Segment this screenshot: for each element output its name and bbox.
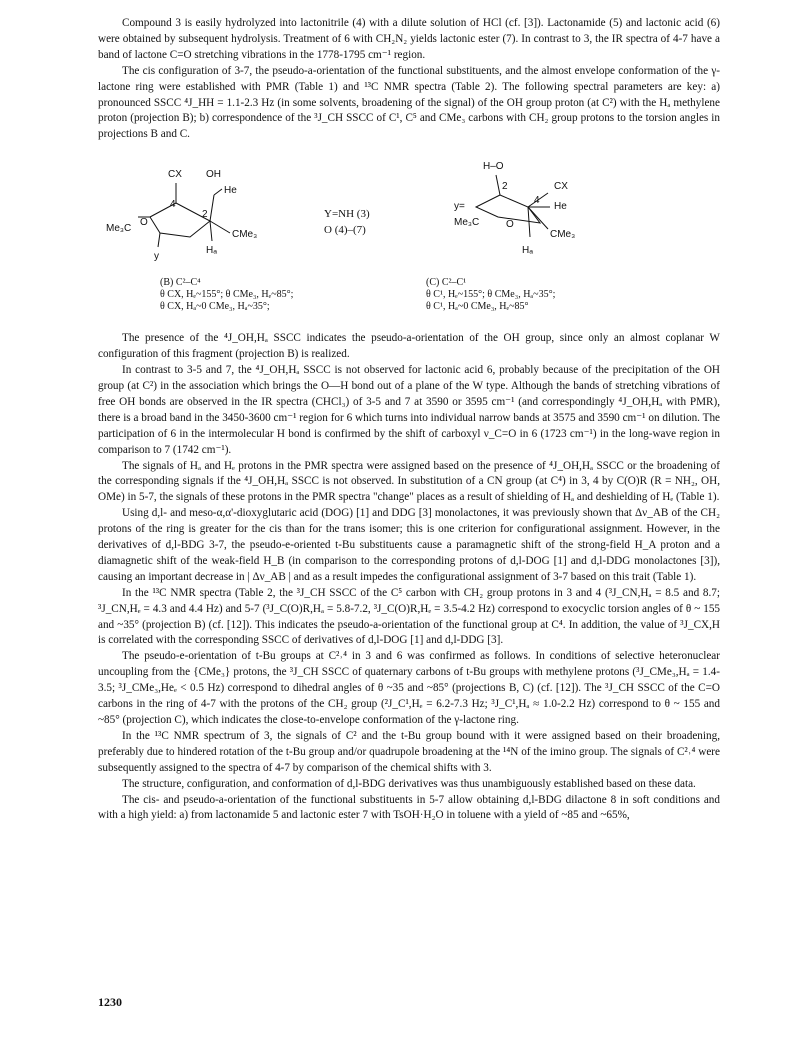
paragraph: Using d,l- and meso-α,α'-dioxyglutaric acid (DOG) [1] and DDG [3] monolactones, it was previously shown that Δν_AB of the CH₂ protons of the ring is greater for the cis than for the trans isomer; this is one criterion for configurational assignment. However, in the derivatives of d,l-BDG 3-7, the pseudo-e-oriented t-Bu substituents cause a paramagnetic shift of the strong-field H_A proton and a diamagnetic shift of the weak-field H_B (in comparison to the corresponding protons of d,l-DOG [1] and d,l-DDG monolactones [3]), causing an important decrease in | Δν_AB | and as a result impedes the configurational assignment of 3-7 based on this trait (Table 1).	[98, 507, 720, 583]
fig-num2-right: 2	[502, 181, 508, 193]
caption-b-line2: θ CX, Hₑ~155°; θ CMe₃, Hₑ~85°;	[160, 289, 294, 301]
fig-cme3-right: CMe₃	[550, 229, 576, 241]
fig-cx-label: CX	[168, 169, 182, 181]
fig-num4: 4	[170, 199, 176, 211]
fig-ho-label: H–O	[483, 161, 504, 173]
caption-c-line3: θ C¹, Hₐ~0 CMe₃, Hₑ~85°	[426, 301, 529, 313]
fig-me3c-right: Me₃C	[454, 217, 480, 229]
fig-num4-right: 4	[534, 195, 540, 207]
paragraph: The structure, configuration, and conformation of d,l-BDG derivatives was thus unambiguously established based on these data.	[122, 777, 696, 790]
fig-y-label: y	[154, 251, 159, 263]
paragraph: Compound 3 is easily hydrolyzed into lactonitrile (4) with a dilute solution of HCl (cf. [3]). Lactonamide (5) and lactonic acid (6) were obtained by subsequent hydrolysis. Treatment of 6 with CH₂N₂ yields lactonic ester (7). In contrast to 3, the IR spectra of 4-7 have a band of lactone C=O stretching vibrations in the 1778-1795 cm⁻¹ region.	[98, 17, 720, 61]
caption-b-line1: (B) C²–C⁴	[160, 277, 201, 289]
caption-c-line1: (C) C²–C¹	[426, 277, 467, 289]
stereo-projections	[98, 145, 720, 329]
caption-b-line3: θ CX, Hₐ~0 CMe₃, Hₐ~35°;	[160, 301, 270, 313]
paragraph: The signals of Hₐ and Hₑ protons in the PMR spectra were assigned based on the presence of ⁴J_OH,Hₐ SSCC or the broadening of the corresponding signals if the ⁴J_OH,Hₐ SSCC is not observed. In substitution of a CN group (at C⁴) in 3, 4 by C(O)R (R = NH₂, OH, OMe) in 5-7, the signals of these protons in the PMR spectra "change" places as a result of shielding of Hₐ and deshielding of Hₑ (Table 1).	[98, 459, 720, 504]
fig-cme3-label: CMe₃	[232, 229, 258, 241]
fig-eq-line1: Y=NH (3)	[324, 208, 370, 221]
projection-b	[138, 183, 230, 247]
paragraph: In the ¹³C NMR spectrum of 3, the signals of C² and the t-Bu group bound with it were assigned based on their broadening, preferably due to hindered rotation of the t-Bu group and/or quadrupole broadening at the ¹⁴N of the imino group. The signals of C²˒⁴ were subsequently assigned to the spectra of 4-7 by comparison of the chemical shifts with 3.	[98, 729, 720, 774]
page-number: 1230	[98, 995, 122, 1009]
fig-he-label: He	[224, 185, 237, 197]
paragraph: In the ¹³C NMR spectra (Table 2, the ³J_CH SSCC of the C⁵ carbon with CH₂ group protons in 3 and 4 (³J_CN,Hₐ = 8.5 and 8.7; ³J_CN,Hₑ = 4.3 and 4.4 Hz) and 5-7 (³J_C(O)R,Hₐ = 5.8-7.2, ³J_C(O)R,Hₑ = 3.5-4.2 Hz) correspond to exocyclic torsion angles of θ ~ 155 and ~35° (projection B) (cf. [12]). This indicates the pseudo-a-orientation of the functional group at C⁴. In addition, the value of ³J_CX,H is correlated with the corresponding SSCC of derivatives of d,l-DOG [1] and d,l-DDG [3].	[98, 586, 720, 647]
fig-eq-line2: O (4)–(7)	[324, 224, 366, 237]
fig-ha-label: Hₐ	[206, 245, 217, 257]
fig-o-label: O	[140, 217, 148, 229]
structure-figure	[98, 145, 720, 329]
paragraph: The cis configuration of 3-7, the pseudo-a-orientation of the functional substituents, and the almost envelope conformation of the γ-lactone ring were established with PMR (Table 1) and ¹³C NMR spectra (Table 2). The following spectral parameters are key: a) pronounced SSCC ⁴J_HH = 1.1-2.3 Hz (in some solvents, broadening of the signal) of the OH group proton (at C²) with the Hₐ methylene proton (projection B); b) correspondence of the ³J_CH SSCC of C¹, C⁵ and CMe₃ carbons with CH₂ group protons to the torsion angles in projections B and C.	[98, 64, 720, 141]
fig-oh-label: OH	[206, 169, 221, 181]
fig-o-right: O	[506, 219, 514, 231]
fig-ha-right: Hₐ	[522, 245, 533, 257]
fig-me3c-label: Me₃C	[106, 223, 132, 235]
paragraph: The presence of the ⁴J_OH,Hₐ SSCC indicates the pseudo-a-orientation of the OH group, since only an almost coplanar W configuration of this fragment (projection B) is realized.	[98, 332, 720, 361]
fig-yeq-right: y=	[454, 201, 465, 213]
caption-c-line2: θ C¹, Hₑ~155°; θ CMe₃, Hₐ~35°;	[426, 289, 556, 301]
paragraph: In contrast to 3-5 and 7, the ⁴J_OH,Hₐ SSCC is not observed for lactonic acid 6, probably because of the precipitation of the OH group (at C²) in the association which brings the O—H bond out of a plane of the W type. Although the bands of stretching vibrations of free OH bonds are observed in the IR spectra (CHCl₃) of 3-5 and 7 at 3590 or 3595 cm⁻¹ (and correspondingly ⁴J_OH,Hₐ with PMR), there is a broad band in the 3450-3600 cm⁻¹ region for 6 which turns into individual narrow bands at 3575 and 3590 cm⁻¹ on dilution. The participation of 6 in the intermolecular H bond is confirmed by the shift of carboxyl ν_C=O in 6 (1723 cm⁻¹) in the long-wave region in comparison to 7 (1742 cm⁻¹).	[98, 364, 720, 456]
fig-he-right: He	[554, 201, 567, 213]
fig-cx-right: CX	[554, 181, 568, 193]
paragraph: The pseudo-e-orientation of t-Bu groups at C²˒⁴ in 3 and 6 was confirmed as follows. In conditions of selective heteronuclear uncoupling from the {CMe₃} protons, the ³J_CH SSCC of quaternary carbons of t-Bu groups with methylene protons (³J_CMe₃,Hₐ = 1.4-3.5; ³J_CMe₃,Heₑ < 0.5 Hz) correspond to dihedral angles of θ ~35 and ~85° (projections B, C) (cf. [12]). The ³J_CH SSCC of the C=O carbons in the ring of 4-7 with the protons of the CH₂ group (²J_C¹,Hₑ = 6.2-7.3 Hz; ³J_C¹,Hₐ ≈ 1.0-2.2 Hz) correspond to θ ~ 155 and ~85° (projection C), which indicates the close-to-envelope conformation of the γ-lactone ring.	[98, 650, 720, 726]
paragraph: The cis- and pseudo-a-orientation of the functional substituents in 5-7 allow obtaining d,l-BDG dilactone 8 in soft conditions and with a high yield: a) from lactonamide 5 and lactonic ester 7 with TsOH·H₂O in toluene with a yield of ~85 and ~65%,	[98, 793, 720, 822]
fig-num2: 2	[202, 209, 208, 221]
body-text	[98, 16, 720, 824]
